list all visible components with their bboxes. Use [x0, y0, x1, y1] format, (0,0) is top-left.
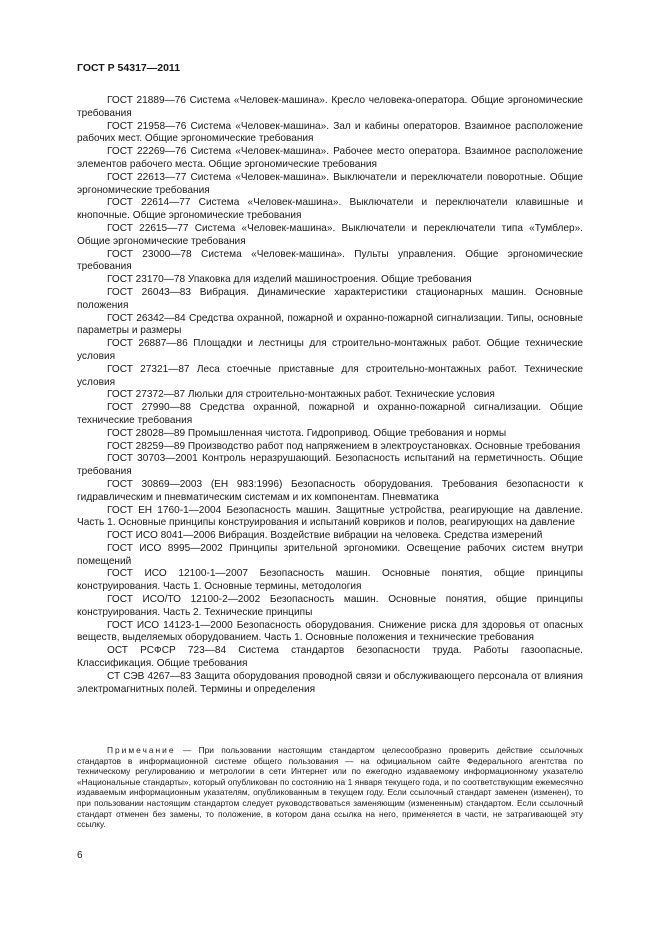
note-paragraph	[77, 745, 583, 830]
reference-item: ГОСТ 26043—83 Вибрация. Динамические характеристики стационарных машин. Основные положения	[77, 286, 583, 311]
note-label: Примечание	[107, 745, 176, 755]
reference-item: ГОСТ 23170—78 Упаковка для изделий машиностроения. Общие требования	[107, 274, 472, 286]
reference-item: ГОСТ 23000—78 Система «Человек-машина». Пульты управления. Общие эргономические требования	[77, 248, 583, 273]
reference-item: ГОСТ 22614—77 Система «Человек-машина». Выключатели и переключатели клавишные и кнопочные. Общие эргономические требования	[77, 197, 583, 222]
note-text: — При пользовании настоящим стандартом целесообразно проверить действие ссылочных стандартов в информационной системе общего пользования — на официальном сайте Федерального агентства по техническому регулированию и метрологии в сети Интернет или по ежегодно издаваемому информационному указателю «Национальные стандарты», который опубликован по состоянию на 1 января текущего года, и по соответствующим ежемесячно издаваемым информационным указателям, опубликованным в текущем году. Если ссылочный стандарт заменен (изменен), то при пользовании настоящим стандартом следует руководствоваться заменяющим (измененным) стандартом. Если ссылочный стандарт отменен без замены, то положение, в котором дана ссылка на него, применяется в части, не затрагивающей эту ссылку.	[77, 745, 583, 830]
reference-item: ГОСТ 27321—87 Леса стоечные приставные для строительно-монтажных работ. Технические условия	[77, 363, 583, 388]
reference-item: ГОСТ 21889—76 Система «Человек-машина». Кресло человека-оператора. Общие эргономические требования	[77, 95, 583, 119]
reference-item: ГОСТ 30703—2001 Контроль неразрушающий. Безопасность испытаний на герметичность. Общие требования	[77, 453, 583, 478]
reference-item: ГОСТ 28259—89 Производство работ под напряжением в электроустановках. Основные требования	[107, 440, 581, 452]
reference-item: ГОСТ 27990—88 Средства охранной, пожарной и охранно-пожарной сигнализации. Общие технические требования	[77, 402, 583, 426]
reference-item: ГОСТ ИСО 8995—2002 Принципы зрительной эргономики. Освещение рабочих систем внутри помещений	[77, 542, 583, 567]
reference-list	[77, 95, 583, 696]
reference-item: ГОСТ ИСО/ТО 12100-2—2002 Безопасность машин. Основные понятия, общие принципы конструирования. Часть 2. Технические принципы	[77, 594, 583, 618]
document-header: ГОСТ Р 54317—2011	[77, 62, 181, 74]
reference-item: ГОСТ ИСО 8041—2006 Вибрация. Воздействие вибрации на человека. Средства измерений	[107, 530, 543, 542]
reference-item: ГОСТ 22269—76 Система «Человек-машина». Рабочее место оператора. Взаимное расположение элементов рабочего места. Общие эргономические требования	[77, 146, 583, 170]
reference-item: ГОСТ 21958—76 Система «Человек-машина». Зал и кабины операторов. Взаимное расположение рабочих мест. Общие эргономические требования	[77, 120, 583, 145]
reference-item: ГОСТ 28028—89 Промышленная чистота. Гидропривод. Общие требования и нормы	[107, 427, 507, 439]
reference-item: ГОСТ 30869—2003 (ЕН 983:1996) Безопасность оборудования. Требования безопасности к гидравлическим и пневматическим системам и их компонентам. Пневматика	[77, 478, 583, 503]
reference-item: СТ СЭВ 4267—83 Защита оборудования проводной связи и обслуживающего персонала от влияния электромагнитных полей. Термины и определения	[77, 670, 583, 695]
reference-item: ГОСТ 26887—86 Площадки и лестницы для строительно-монтажных работ. Общие технические условия	[77, 338, 583, 362]
reference-item: ГОСТ 22615—77 Система «Человек-машина». Выключатели и переключатели типа «Тумблер». Общие эргономические требования	[77, 222, 583, 247]
reference-item: ГОСТ ИСО 12100-1—2007 Безопасность машин. Основные понятия, общие принципы конструирования. Часть 1. Основные термины, методология	[77, 568, 583, 593]
reference-item: ГОСТ 22613—77 Система «Человек-машина». Выключатели и переключатели поворотные. Общие эргономические требования	[77, 171, 583, 196]
reference-item: ОСТ РСФСР 723—84 Система стандартов безопасности труда. Работы газоопасные. Классификация. Общие требования	[77, 645, 583, 670]
reference-item: ГОСТ 26342—84 Средства охранной, пожарной и охранно-пожарной сигнализации. Типы, основные параметры и размеры	[77, 312, 583, 337]
reference-item: ГОСТ 27372—87 Люльки для строительно-монтажных работ. Технические условия	[107, 389, 495, 401]
page-number: 6	[77, 850, 83, 861]
reference-item: ГОСТ ИСО 14123-1—2000 Безопасность оборудования. Снижение риска для здоровья от опасных веществ, выделяемых оборудованием. Часть 1. Основные положения и технические требования	[77, 619, 583, 644]
reference-item: ГОСТ ЕН 1760-1—2004 Безопасность машин. Защитные устройства, реагирующие на давление. Часть 1. Основные принципы конструирования и испытаний ковриков и полов, реагирующих на давление	[77, 504, 583, 529]
